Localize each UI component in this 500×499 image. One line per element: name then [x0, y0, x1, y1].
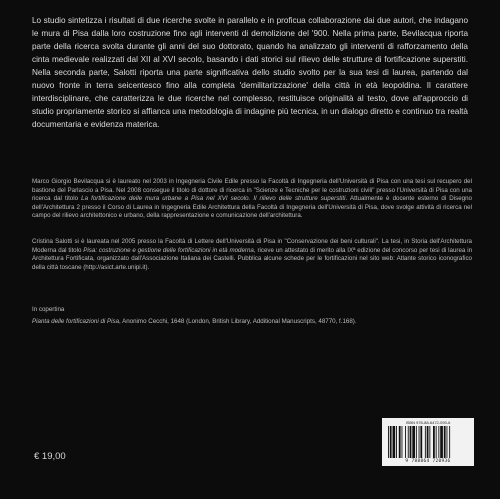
- bio-text: Cristina Salotti si è laureata nel 2005 presso la Facoltà di Lettere dell'Università di Pisa in "Conservazione dei beni culturali". La tesi, in Storia dell'Architettura Moderna dal titolo: [32, 238, 472, 254]
- barcode-bar: [390, 426, 392, 458]
- barcode-bar: [410, 426, 412, 458]
- barcode-bar: [388, 426, 389, 458]
- author-bio-salotti: [32, 238, 472, 272]
- barcode-bar: [429, 426, 430, 458]
- barcode-bar: [399, 426, 401, 458]
- bio-text: . Attualmente è docente esterno di Disegno dell'Architettura 2 presso il Corso di Laurea in Ingegneria Edile Architettura della Facoltà di Ingegneria dell'Università di Pisa, dove svolge attività di ricerca nel campo del rilievo architettonico e urbano, della rappresentazione e comunicazione dell'architettura.: [32, 195, 472, 220]
- barcode-bar: [393, 426, 396, 458]
- cover-caption-source: , Anonimo Cecchi, 1648 (London, British Library, Additional Manuscripts, 48770, f.168).: [119, 318, 357, 325]
- barcode-bar: [420, 426, 422, 458]
- barcode-bar: [433, 426, 435, 458]
- barcode-bar: [427, 426, 429, 458]
- barcode-bar: [408, 426, 409, 458]
- barcode-bar: [444, 426, 446, 458]
- bio-text: Marco Giorgio Bevilacqua si è laureato nel 2003 in Ingegneria Civile Edile presso la Facoltà di Ingegneria dell'Università di Pisa con una tesi sul recupero del bastione del Parlascio a Pisa. Nel 2008 consegue il titolo di dottore di ricerca in "Scienze e Tecniche per le costruzioni civili" presso l'Università di Pisa con una ricerca dal titolo: [32, 178, 472, 203]
- barcode-bar: [412, 426, 415, 458]
- barcode-bar: [416, 426, 417, 458]
- cover-caption-title: Pianta delle fortificazioni di Pisa: [32, 318, 120, 325]
- barcode-bar: [447, 426, 448, 458]
- intro-paragraph: Lo studio sintetizza i risultati di due ricerche svolte in parallelo e in proficua collaborazione dai due autori, che indagano le mura di Pisa dalla loro costruzione fino agli interventi di demolizione del '900. Nella prima parte, Bevilacqua riporta parte della ricerca svolta durante gli anni del suo dottorato, quando ha analizzato gli interventi di rafforzamento della cinta medievale realizzati dal XII al XVI secolo, basando i dati storici sul rilievo delle strutture di fortificazione superstiti. Nella seconda parte, Salotti riporta una parte significativa dello studio svolto per la sua tesi di laurea, partendo dal nuovo fronte in terra seicentesco fino alla completa 'demilitarizzazione' della città in età leopoldina. Il carattere interdisciplinare, che caratterizza le due ricerche nel complesso, restituisce originalità al testo, dove all'approccio di studio propriamente storico si affianca una metodologia di indagine più tecnica, in un dialogo diretto e continuo tra realtà documentaria e evidenza materica.: [32, 16, 468, 129]
- bio-text: , riceve un attestato di merito alla IXª edizione del concorso per tesi di laurea in Architettura Fortificata, organizzato dall'Associazione Italiana dei Castelli. Pubblica alcune schede per le fortificazioni nel sito web: Atlante storico iconografico della città toscane (http://asict.arte.unipi.it).: [32, 246, 473, 271]
- barcode-bar: [440, 426, 443, 458]
- barcode-bar: [438, 426, 439, 458]
- barcode-bar: [405, 426, 406, 458]
- cover-caption-label: In copertina: [32, 306, 65, 313]
- price: € 19,00: [34, 451, 66, 462]
- isbn-text: ISBN 978-88-6472-093-6: [405, 420, 451, 425]
- barcode-bar: [425, 426, 426, 458]
- barcode-bar: [402, 426, 403, 458]
- author-bio-bevilacqua: [32, 178, 472, 221]
- barcode-bar: [449, 426, 450, 458]
- thesis-title: La fortificazione delle mura urbane a Pisa nel XVI secolo. Il rilievo delle strutture superstiti: [81, 195, 346, 203]
- barcode-bars: [386, 426, 470, 458]
- barcode: [382, 418, 474, 466]
- barcode-bar: [396, 426, 397, 458]
- barcode-bar: [436, 426, 437, 458]
- thesis-title: Pisa: costruzione e gestione delle fortificazioni in età moderna: [83, 246, 254, 254]
- barcode-bar: [419, 426, 420, 458]
- cover-caption: [32, 318, 472, 325]
- barcode-number: 9 788864 720936: [405, 459, 451, 464]
